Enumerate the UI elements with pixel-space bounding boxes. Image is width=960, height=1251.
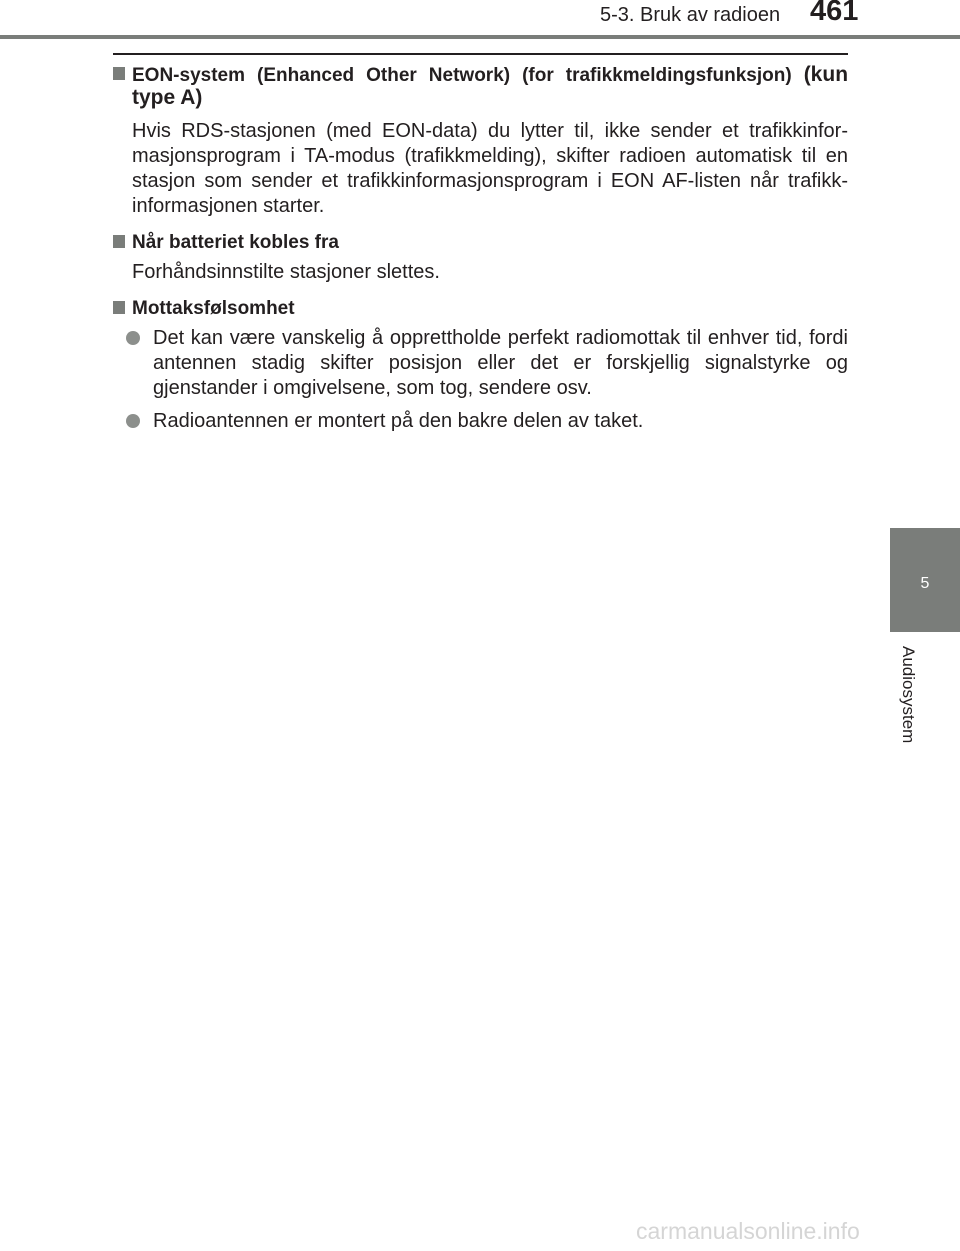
- section-heading-reception: [111, 298, 848, 320]
- list-item: [111, 409, 848, 434]
- content-rule: [113, 53, 848, 55]
- heading-text: EON-system (Enhanced Other Network) (for trafikkmeldingsfunksjon): [132, 65, 792, 86]
- chapter-tab: [890, 528, 960, 632]
- circle-bullet-icon: [126, 414, 140, 428]
- chapter-label: Audiosystem: [899, 646, 918, 744]
- watermark: carmanualsonline.info: [636, 1218, 860, 1244]
- square-bullet-icon: [113, 301, 125, 314]
- bullet-text: Radioantennen er montert på den bakre delen av taket.: [153, 410, 644, 432]
- heading-text: Når batteriet kobles fra: [132, 232, 339, 253]
- heading-text: Mottaksfølsomhet: [132, 298, 295, 319]
- section-heading-eon: [111, 64, 848, 110]
- page-content: [111, 64, 848, 434]
- section-body-eon: Hvis RDS-stasjonen (med EON-data) du lytter til, ikke sender et trafikkinfor-masjonsprogram i TA-modus (trafikkmelding), skifter radioen automatisk til en stasjon som sender et trafikkinformasjonsprogram i EON AF-listen når trafikk-informasjonen starter.: [132, 120, 848, 217]
- section-heading-battery: [111, 232, 848, 254]
- section-title: 5-3. Bruk av radioen: [600, 4, 781, 26]
- square-bullet-icon: [113, 235, 125, 248]
- header-rule: [0, 35, 960, 39]
- list-item: [111, 326, 848, 401]
- square-bullet-icon: [113, 67, 125, 80]
- heading-suffix: (kun type A): [132, 63, 849, 109]
- section-body-battery: Forhåndsinnstilte stasjoner slettes.: [132, 261, 440, 283]
- page-number: 461: [810, 0, 859, 27]
- bullet-text: Det kan være vanskelig å opprettholde perfekt radiomottak til enhver tid, fordi antennen stadig skifter posisjon eller det er forskjellig signalstyrke og gjenstander i omgivelsene, som tog, sendere osv.: [153, 327, 848, 399]
- chapter-number: 5: [920, 575, 930, 592]
- circle-bullet-icon: [126, 331, 140, 345]
